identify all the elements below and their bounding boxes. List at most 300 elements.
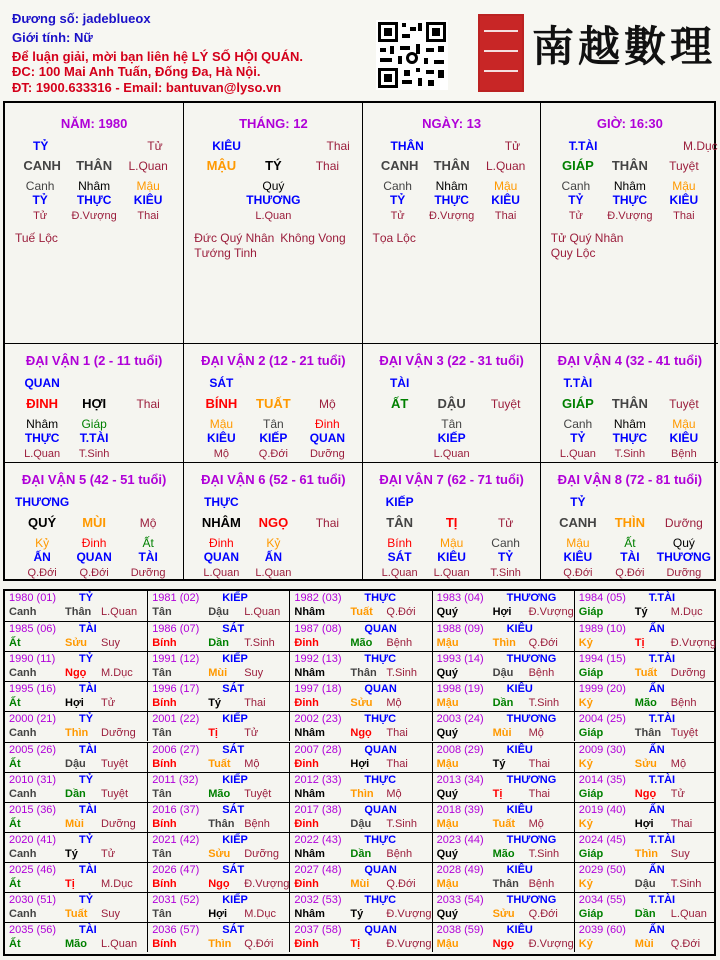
year-stem: Đinh bbox=[294, 637, 319, 650]
hidden-state: Mộ bbox=[213, 448, 230, 460]
pillar-stage: Thai bbox=[315, 159, 340, 173]
hidden-state: Thai bbox=[673, 210, 695, 222]
dai-van-god: KIẾP bbox=[385, 495, 414, 509]
year-stage: Tử bbox=[101, 847, 116, 860]
hidden-stem: Giáp bbox=[81, 417, 107, 431]
earthly-branch: HỢI bbox=[82, 396, 107, 411]
header bbox=[0, 0, 720, 100]
year-label: 1986 (07) bbox=[152, 623, 200, 636]
year-cell bbox=[147, 862, 289, 892]
earthly-branch: TỊ bbox=[445, 515, 458, 530]
year-label: 1991 (12) bbox=[152, 653, 200, 666]
year-label: 2022 (43) bbox=[294, 833, 342, 846]
year-cell bbox=[289, 892, 431, 922]
year-stage: Suy bbox=[670, 847, 690, 860]
year-stem: Bính bbox=[152, 877, 177, 890]
year-label: 2003 (24) bbox=[436, 713, 484, 726]
year-stage: T.Sinh bbox=[244, 637, 275, 650]
dai-van-title: ĐẠI VẬN 2 (12 - 21 tuổi) bbox=[201, 353, 346, 368]
hidden-stem: Nhâm bbox=[613, 417, 646, 431]
year-label: 2030 (51) bbox=[9, 894, 57, 906]
pillar-stage: Tuyệt bbox=[669, 159, 699, 173]
year-label: 2026 (47) bbox=[152, 863, 200, 876]
year-branch: Sửu bbox=[65, 637, 88, 650]
year-branch: Sửu bbox=[492, 908, 515, 920]
year-stem: Ất bbox=[9, 877, 21, 890]
year-label: 2007 (28) bbox=[294, 743, 342, 756]
year-god: THỰC bbox=[364, 894, 397, 906]
year-branch: Mùi bbox=[350, 877, 370, 890]
year-label: 2039 (60) bbox=[578, 924, 626, 937]
hidden-stem: Nhâm bbox=[613, 179, 646, 193]
year-branch: Tuất bbox=[208, 757, 231, 770]
earthly-branch: TUẤT bbox=[256, 396, 291, 411]
year-god: KIÊU bbox=[506, 683, 533, 696]
hidden-state: Tử bbox=[33, 210, 48, 222]
year-stage: Suy bbox=[101, 637, 120, 650]
year-branch: Tị bbox=[65, 877, 75, 890]
year-branch: Thìn bbox=[492, 637, 516, 650]
year-god: SÁT bbox=[222, 924, 245, 937]
year-god: ẤN bbox=[648, 623, 665, 636]
dai-van-6 bbox=[183, 462, 361, 581]
year-stage: Thai bbox=[670, 817, 693, 830]
hidden-state: L.Quan bbox=[203, 567, 240, 579]
dai-van-5 bbox=[5, 462, 183, 581]
hidden-state: Q.Đới bbox=[563, 567, 593, 579]
hidden-god: THỰC bbox=[24, 431, 60, 445]
hidden-stem: Mậu bbox=[209, 417, 234, 431]
hidden-god: SÁT bbox=[387, 550, 412, 564]
year-stage: Thai bbox=[386, 727, 408, 740]
year-stage: Thai bbox=[528, 757, 550, 770]
year-label: 1985 (06) bbox=[9, 623, 57, 636]
year-stage: Tuyệt bbox=[670, 727, 698, 740]
heavenly-stem: TÂN bbox=[386, 515, 413, 530]
hidden-god: TỶ bbox=[570, 431, 586, 445]
year-stem: Giáp bbox=[578, 727, 604, 740]
pillar-title: NĂM: 1980 bbox=[60, 116, 128, 131]
special-star: Đức Quý Nhân bbox=[194, 231, 275, 245]
year-cell bbox=[574, 922, 716, 952]
year-god: T.TÀI bbox=[648, 653, 676, 666]
year-label: 2000 (21) bbox=[9, 713, 57, 726]
hidden-state: Tử bbox=[390, 210, 405, 222]
dai-van-4 bbox=[540, 343, 718, 462]
year-stage: Bệnh bbox=[528, 877, 555, 890]
year-god: KIÊU bbox=[506, 803, 533, 816]
year-branch: Ngọ bbox=[65, 667, 87, 680]
year-stage: Tử bbox=[244, 727, 259, 740]
year-branch: Dần bbox=[492, 697, 514, 710]
year-stem: Tân bbox=[152, 606, 172, 618]
year-cell bbox=[5, 802, 147, 832]
year-god: KIÊU bbox=[506, 863, 533, 876]
hidden-state: T.Sinh bbox=[614, 448, 646, 460]
year-god: SÁT bbox=[222, 623, 245, 636]
dai-van-title: ĐẠI VẬN 7 (62 - 71 tuổi) bbox=[379, 472, 524, 487]
year-god: KIẾP bbox=[222, 653, 248, 666]
year-label: 2012 (33) bbox=[294, 773, 342, 786]
chart-panel bbox=[3, 101, 716, 581]
year-stage: Q.Đới bbox=[386, 606, 416, 618]
year-branch: Tuất bbox=[65, 908, 88, 920]
pillar-3 bbox=[362, 103, 540, 343]
pillar-1 bbox=[5, 103, 183, 343]
heavenly-stem: CANH bbox=[380, 158, 419, 173]
pillar-title: THÁNG: 12 bbox=[239, 116, 308, 131]
year-god: TÀI bbox=[79, 683, 97, 696]
year-cell bbox=[5, 711, 147, 741]
year-cell bbox=[289, 742, 431, 772]
year-stem: Bính bbox=[152, 697, 177, 710]
year-stage: Tử bbox=[101, 697, 116, 710]
year-god: KIẾP bbox=[222, 833, 248, 846]
hidden-god: ẤN bbox=[33, 550, 51, 564]
year-cell bbox=[432, 591, 574, 621]
year-label: 2006 (27) bbox=[152, 743, 200, 756]
year-label: 1999 (20) bbox=[578, 683, 626, 696]
hidden-state: Dưỡng bbox=[309, 448, 345, 460]
hidden-god: QUAN bbox=[309, 431, 346, 445]
year-label: 2015 (36) bbox=[9, 803, 57, 816]
hidden-god: THƯƠNG bbox=[656, 550, 711, 564]
year-god: THƯƠNG bbox=[506, 592, 557, 604]
year-label: 2004 (25) bbox=[578, 713, 626, 726]
year-cell bbox=[574, 832, 716, 862]
year-label: 2001 (22) bbox=[152, 713, 200, 726]
year-stage: Đ.Vượng bbox=[386, 908, 432, 920]
year-stage: Mộ bbox=[670, 757, 687, 770]
hidden-god: QUAN bbox=[76, 550, 112, 564]
earthly-branch: THÂN bbox=[433, 158, 470, 173]
year-label: 2013 (34) bbox=[436, 773, 484, 786]
year-cell bbox=[289, 802, 431, 832]
hidden-god: THỰC bbox=[434, 193, 469, 207]
pillar-state: Tử bbox=[504, 139, 521, 153]
year-label: 1997 (18) bbox=[294, 683, 342, 696]
year-cell bbox=[574, 621, 716, 651]
special-star: Tuế Lộc bbox=[15, 231, 58, 245]
address-line: ĐC: 100 Mai Anh Tuấn, Đống Đa, Hà Nội. bbox=[12, 64, 261, 79]
year-stage: Tuyệt bbox=[244, 787, 272, 800]
year-label: 1990 (11) bbox=[9, 653, 56, 666]
year-branch: Dậu bbox=[65, 757, 86, 770]
year-stage: Dưỡng bbox=[101, 727, 136, 740]
year-branch: Mùi bbox=[208, 667, 228, 680]
dai-van-god: SÁT bbox=[209, 376, 234, 390]
hidden-stem: Mậu bbox=[136, 179, 160, 193]
pillar-god: KIÊU bbox=[212, 139, 241, 153]
year-branch: Tuất bbox=[634, 667, 658, 680]
year-god: TỶ bbox=[79, 773, 94, 786]
hidden-god: TỶ bbox=[568, 193, 584, 207]
hidden-god: THƯƠNG bbox=[246, 193, 301, 207]
earthly-branch: MÙI bbox=[82, 515, 107, 530]
year-god: THỰC bbox=[364, 773, 397, 786]
hidden-state: L.Quan bbox=[433, 567, 470, 579]
dai-van-title: ĐẠI VẬN 8 (72 - 81 tuổi) bbox=[557, 472, 703, 487]
year-god: THƯƠNG bbox=[506, 713, 557, 726]
year-cell bbox=[289, 591, 431, 621]
year-stage: T.Sinh bbox=[386, 667, 417, 680]
pillar-stage: L.Quan bbox=[485, 159, 526, 173]
hidden-god: TỶ bbox=[389, 193, 406, 207]
year-branch: Dần bbox=[65, 787, 86, 800]
year-cell bbox=[289, 621, 431, 651]
year-branch: Mùi bbox=[634, 938, 654, 951]
year-label: 1987 (08) bbox=[294, 623, 342, 636]
year-cell bbox=[5, 681, 147, 711]
year-god: THỰC bbox=[364, 653, 397, 666]
year-stage: Bệnh bbox=[386, 637, 413, 650]
year-branch: Dậu bbox=[350, 817, 372, 830]
year-god: T.TÀI bbox=[648, 592, 676, 604]
heavenly-stem: NHÂM bbox=[201, 515, 241, 530]
year-stage: Q.Đới bbox=[528, 908, 558, 920]
year-cell bbox=[432, 832, 574, 862]
year-god: TÀI bbox=[79, 623, 97, 636]
pillar-god: THÂN bbox=[390, 139, 424, 153]
year-label: 1994 (15) bbox=[578, 653, 626, 666]
hidden-stem: Canh bbox=[563, 417, 593, 431]
pillar-state: Tử bbox=[147, 139, 163, 153]
year-stage: M.Dục bbox=[670, 606, 703, 618]
year-stem: Bính bbox=[152, 938, 177, 951]
hidden-state: Đ.Vượng bbox=[607, 210, 653, 222]
year-stem: Canh bbox=[9, 787, 37, 800]
year-label: 1995 (16) bbox=[9, 683, 57, 696]
hidden-stem: Mậu bbox=[439, 536, 464, 550]
hidden-stem: Mậu bbox=[672, 179, 696, 193]
year-label: 2027 (48) bbox=[294, 863, 342, 876]
year-label: 2016 (37) bbox=[152, 803, 200, 816]
year-cell bbox=[574, 651, 716, 681]
year-branch: Mão bbox=[634, 697, 657, 710]
hidden-stem: Tân bbox=[441, 417, 462, 431]
year-branch: Ngọ bbox=[492, 938, 514, 951]
year-stage: T.Sinh bbox=[528, 697, 560, 710]
year-branch: Tị bbox=[350, 938, 361, 951]
year-stage: Thai bbox=[386, 757, 408, 770]
year-stage: Bệnh bbox=[244, 817, 270, 830]
year-cell bbox=[432, 892, 574, 922]
year-stage: T.Sinh bbox=[528, 847, 560, 860]
year-stem: Giáp bbox=[578, 667, 604, 680]
year-stem: Canh bbox=[9, 908, 37, 920]
year-branch: Dần bbox=[634, 908, 656, 920]
dai-van-title: ĐẠI VẬN 4 (32 - 41 tuổi) bbox=[557, 353, 703, 368]
year-cell bbox=[574, 772, 716, 802]
pillar-title: NGÀY: 13 bbox=[422, 116, 482, 131]
year-label: 1993 (14) bbox=[436, 653, 484, 666]
hidden-stem: Đinh bbox=[81, 536, 107, 550]
hidden-stem: Nhâm bbox=[26, 417, 59, 431]
year-cell bbox=[147, 772, 289, 802]
year-branch: Dần bbox=[350, 847, 372, 860]
hidden-stem: Mậu bbox=[566, 536, 590, 550]
year-stage: Mộ bbox=[528, 727, 544, 740]
hidden-state: T.Sinh bbox=[78, 448, 110, 460]
hidden-state: Thai bbox=[494, 210, 517, 222]
year-branch: Hợi bbox=[634, 817, 654, 830]
year-stage: Mộ bbox=[386, 787, 402, 800]
dai-van-title: ĐẠI VẬN 1 (2 - 11 tuổi) bbox=[25, 353, 163, 368]
year-stem: Nhâm bbox=[294, 667, 325, 680]
year-branch: Tuất bbox=[492, 817, 515, 830]
hidden-god: KIẾP bbox=[259, 431, 288, 445]
year-god: TỶ bbox=[79, 653, 94, 666]
special-star: Tướng Tinh bbox=[194, 246, 257, 260]
year-stage: Mộ bbox=[528, 817, 544, 830]
year-branch: Ngọ bbox=[208, 877, 230, 890]
year-branch: Mão bbox=[65, 938, 87, 951]
year-cell bbox=[432, 711, 574, 741]
year-cell bbox=[432, 621, 574, 651]
hidden-state: Đ.Vượng bbox=[429, 210, 475, 222]
year-cell bbox=[147, 832, 289, 862]
dai-van-stage: Thai bbox=[136, 397, 160, 411]
year-stem: Canh bbox=[9, 667, 37, 680]
year-stem: Mậu bbox=[436, 637, 459, 650]
year-cell bbox=[147, 651, 289, 681]
hidden-god: KIÊU bbox=[669, 193, 699, 207]
year-stem: Canh bbox=[9, 606, 37, 618]
year-branch: Sửu bbox=[350, 697, 373, 710]
year-god: THỰC bbox=[364, 713, 397, 726]
dai-van-7 bbox=[362, 462, 540, 581]
year-stem: Quý bbox=[436, 667, 458, 680]
year-branch: Thân bbox=[208, 817, 235, 830]
year-cell bbox=[432, 772, 574, 802]
dai-van-stage: Dưỡng bbox=[664, 516, 703, 530]
year-cell bbox=[289, 681, 431, 711]
year-stage: Q.Đới bbox=[670, 938, 701, 951]
year-cell bbox=[5, 651, 147, 681]
hidden-stem: Nhâm bbox=[435, 179, 468, 193]
year-branch: Thân bbox=[634, 727, 662, 740]
hidden-state: Dưỡng bbox=[666, 567, 702, 579]
year-cell bbox=[432, 922, 574, 952]
heavenly-stem: GIÁP bbox=[561, 158, 594, 173]
year-cell bbox=[574, 681, 716, 711]
year-stage: Mộ bbox=[244, 757, 260, 770]
year-stage: Bệnh bbox=[386, 847, 413, 860]
year-stage: L.Quan bbox=[244, 606, 281, 618]
dai-van-stage: Tuyệt bbox=[490, 397, 521, 411]
year-cell bbox=[289, 922, 431, 952]
hidden-stem: Bính bbox=[387, 536, 412, 550]
year-stem: Giáp bbox=[578, 606, 604, 618]
year-god: SÁT bbox=[222, 683, 245, 696]
year-label: 1982 (03) bbox=[294, 592, 342, 604]
year-god: THƯƠNG bbox=[506, 653, 557, 666]
year-label: 1992 (13) bbox=[294, 653, 342, 666]
year-god: TÀI bbox=[79, 924, 97, 937]
hidden-stem: Quý bbox=[262, 179, 285, 193]
year-stage: L.Quan bbox=[101, 606, 138, 618]
year-cell bbox=[574, 711, 716, 741]
year-stage: Dưỡng bbox=[101, 817, 136, 830]
year-stage: Q.Đới bbox=[386, 877, 416, 890]
hidden-god: TỶ bbox=[32, 193, 48, 207]
qr-code-icon bbox=[376, 20, 448, 90]
year-stem: Ất bbox=[9, 637, 21, 650]
hidden-god: THỰC bbox=[76, 193, 112, 207]
year-cell bbox=[289, 711, 431, 741]
year-branch: Tý bbox=[350, 908, 364, 920]
dai-van-god: TỶ bbox=[570, 495, 586, 509]
year-stem: Ất bbox=[9, 697, 21, 710]
year-stem: Ất bbox=[9, 938, 21, 951]
dai-van-2 bbox=[183, 343, 361, 462]
year-branch: Thân bbox=[65, 606, 92, 618]
year-cell bbox=[147, 802, 289, 832]
heavenly-stem: QUÝ bbox=[28, 515, 57, 530]
annual-years-grid bbox=[3, 589, 716, 956]
year-branch: Mùi bbox=[492, 727, 512, 740]
year-stem: Nhâm bbox=[294, 908, 325, 920]
year-god: SÁT bbox=[222, 743, 245, 756]
year-branch: Tý bbox=[492, 757, 506, 770]
year-stem: Kỷ bbox=[578, 938, 593, 951]
year-stage: Q.Đới bbox=[244, 938, 274, 951]
year-stem: Mậu bbox=[436, 697, 459, 710]
year-branch: Dậu bbox=[634, 877, 656, 890]
hidden-stem: Quý bbox=[672, 536, 695, 550]
year-label: 2024 (45) bbox=[578, 833, 626, 846]
hidden-god: KIÊU bbox=[563, 550, 593, 564]
year-label: 1996 (17) bbox=[152, 683, 200, 696]
year-stage: L.Quan bbox=[101, 938, 138, 951]
hidden-god: T.TÀI bbox=[79, 431, 109, 445]
pillar-state: M.Dục bbox=[683, 139, 718, 153]
year-stage: Đ.Vượng bbox=[670, 637, 716, 650]
year-god: SÁT bbox=[222, 863, 245, 876]
year-branch: Mão bbox=[492, 847, 515, 860]
year-stem: Ất bbox=[9, 757, 21, 770]
pillar-2 bbox=[183, 103, 361, 343]
year-cell bbox=[5, 862, 147, 892]
year-cell bbox=[574, 591, 716, 621]
year-stage: T.Sinh bbox=[670, 877, 702, 890]
hidden-state: L.Quan bbox=[433, 448, 470, 460]
dai-van-stage: Mộ bbox=[319, 397, 336, 411]
hidden-stem: Đinh bbox=[209, 536, 234, 550]
hidden-god: KIÊU bbox=[207, 431, 236, 445]
year-label: 2032 (53) bbox=[294, 894, 342, 906]
year-label: 2021 (42) bbox=[152, 833, 200, 846]
year-cell bbox=[5, 832, 147, 862]
year-stage: Suy bbox=[101, 908, 120, 920]
heavenly-stem: ĐINH bbox=[26, 396, 59, 411]
hidden-god: KIÊU bbox=[133, 193, 163, 207]
year-god: QUAN bbox=[364, 803, 397, 816]
hidden-stem: Ất bbox=[142, 536, 154, 550]
year-branch: Tý bbox=[208, 697, 222, 710]
year-branch: Tị bbox=[634, 637, 645, 650]
year-god: TÀI bbox=[79, 803, 97, 816]
year-stage: Thai bbox=[244, 697, 266, 710]
hidden-stem: Canh bbox=[25, 179, 55, 193]
year-god: THƯƠNG bbox=[506, 894, 557, 906]
year-branch: Ngọ bbox=[350, 727, 372, 740]
dai-van-stage: Tuyệt bbox=[669, 397, 699, 411]
year-branch: Tý bbox=[65, 847, 78, 860]
year-stem: Tân bbox=[152, 908, 172, 920]
year-stem: Nhâm bbox=[294, 787, 325, 800]
red-seal-icon bbox=[478, 14, 524, 92]
